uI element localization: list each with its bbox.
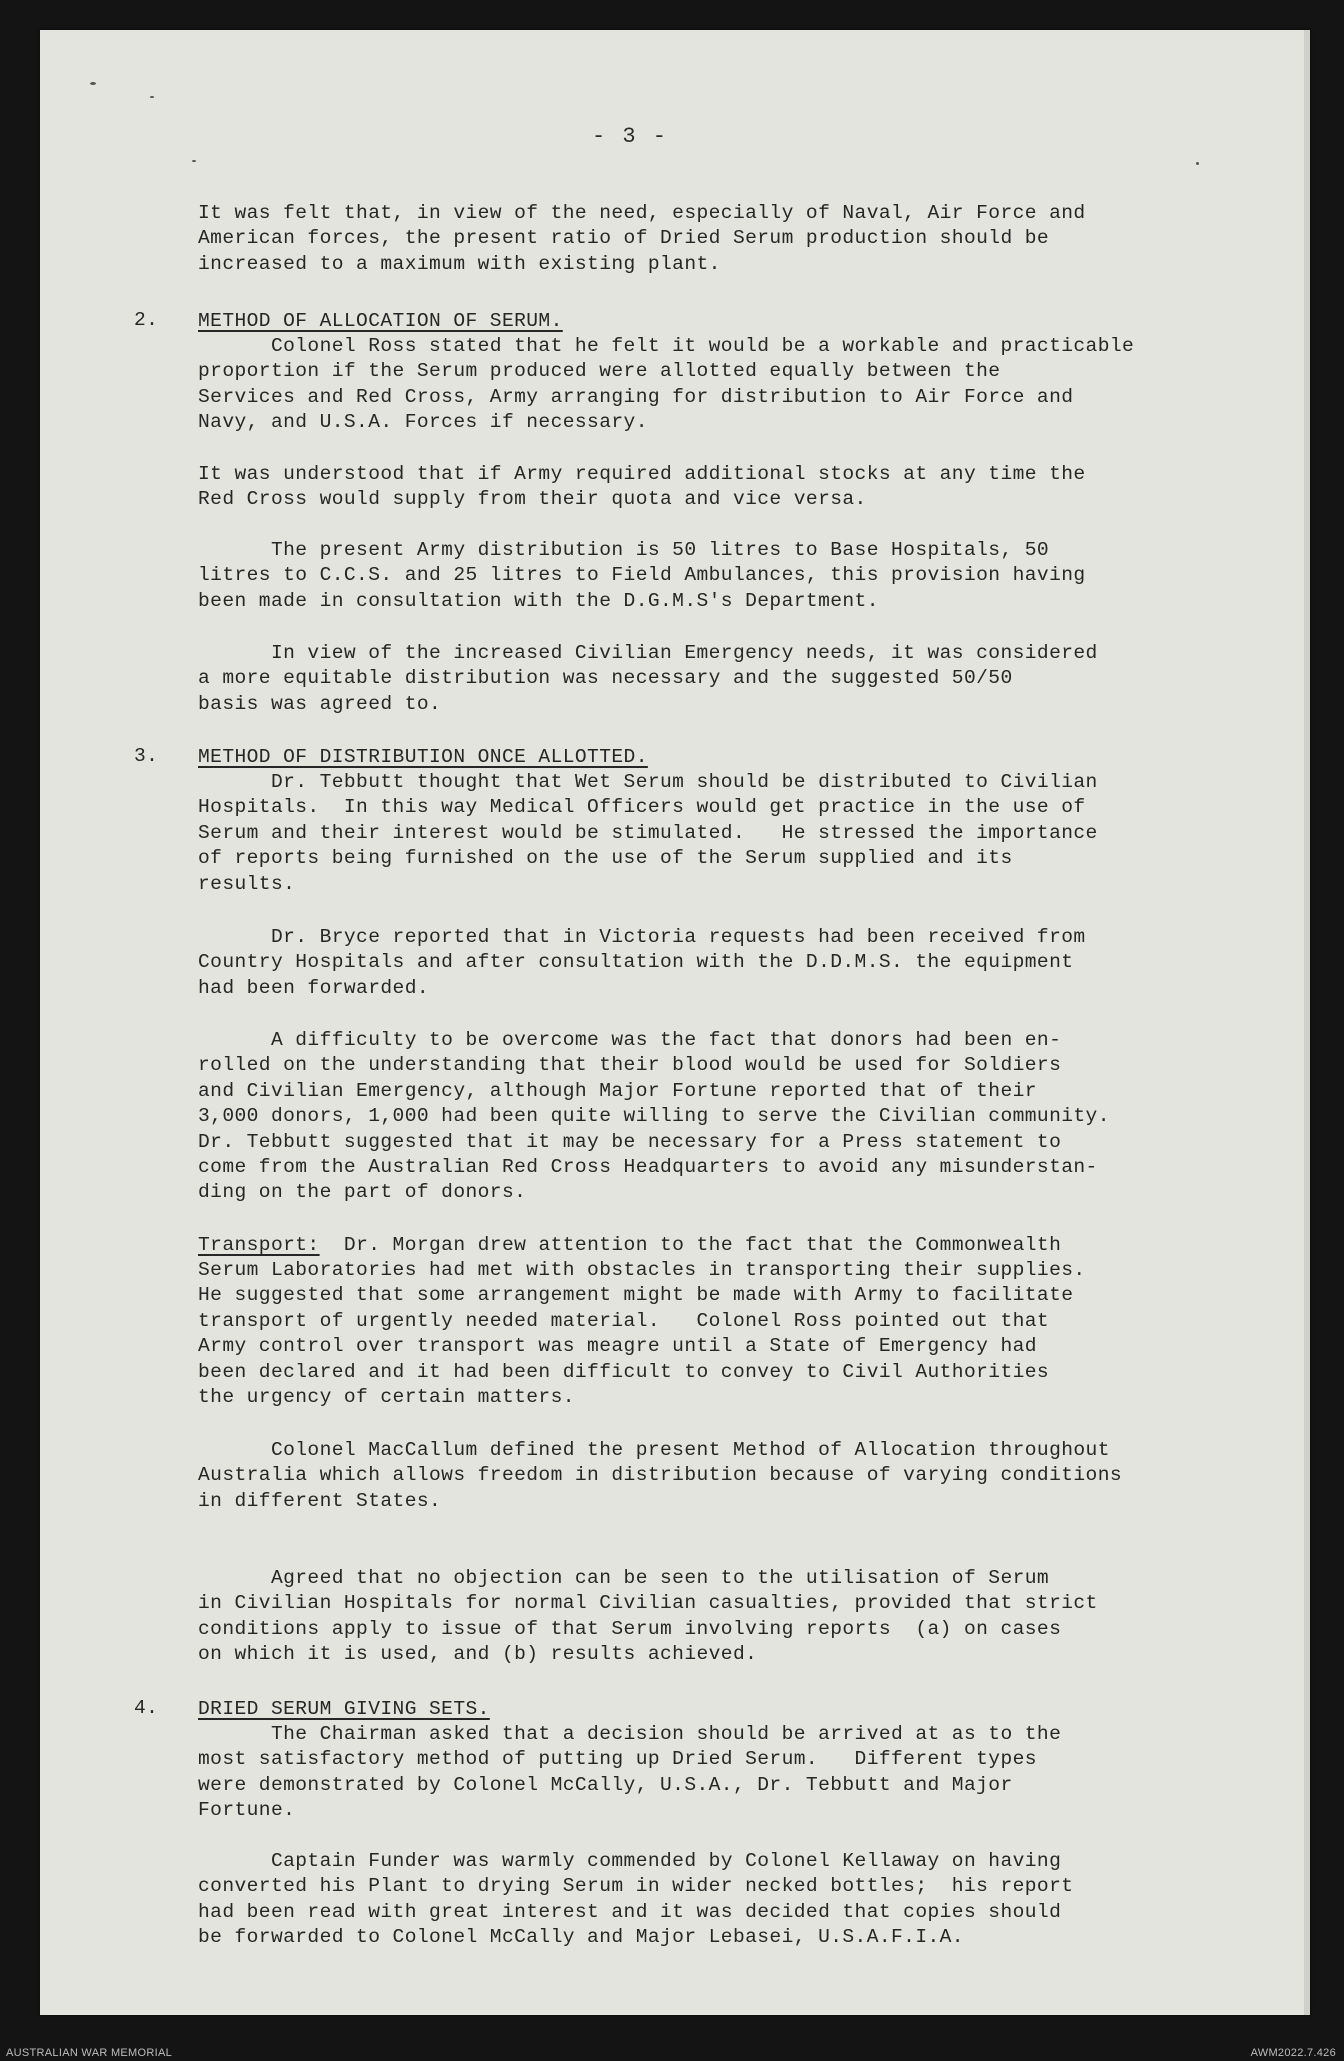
- section-3-paragraph-5: Colonel MacCallum defined the present Method of Allocation throughout Australia which allows freedom in distribution because of varying conditions in different States.: [198, 1439, 1123, 1512]
- section-2-heading: METHOD OF ALLOCATION OF SERUM.: [198, 310, 563, 332]
- transport-first-line-text: Dr. Morgan drew attention to the fact that the Commonwealth: [319, 1234, 1062, 1256]
- section-3-paragraph-2: Dr. Bryce reported that in Victoria requests had been received from Country Hospitals and after consultation with the D.D.M.S. the equipment had been forwarded.: [198, 926, 1086, 999]
- paper-speck: [1196, 162, 1199, 165]
- footer-accession-id: AWM2022.7.426: [1250, 2047, 1336, 2059]
- section-4-number: 4.: [134, 1697, 159, 1719]
- transport-paragraph-first-line: [198, 1233, 1238, 1258]
- section-3-number: 3.: [134, 745, 159, 767]
- section-4-paragraph-1: The Chairman asked that a decision should be arrived at as to the most satisfactory method of putting up Dried Serum. Different types were demonstrated by Colonel McCally, U.S.A., Dr. Tebbutt and Major Fortune.: [198, 1723, 1062, 1822]
- page-number: - 3 -: [592, 124, 669, 149]
- section-2-paragraph-2: It was understood that if Army required additional stocks at any time the Red Cross would supply from their quota and vice versa.: [198, 463, 1086, 511]
- section-2-paragraph-3: The present Army distribution is 50 litres to Base Hospitals, 50 litres to C.C.S. and 25 litres to Field Ambulances, this provision having been made in consultation with the D.G.M.S's Department.: [198, 539, 1086, 612]
- transport-label: Transport:: [198, 1234, 320, 1256]
- paper-speck: [150, 96, 154, 98]
- section-3-paragraph-1: Dr. Tebbutt thought that Wet Serum should be distributed to Civilian Hospitals. In this way Medical Officers would get practice in the use of Serum and their interest would be stimulated. He stressed the importance of reports being furnished on the use of the Serum supplied and its results.: [198, 771, 1098, 895]
- section-2-paragraph-4: In view of the increased Civilian Emergency needs, it was considered a more equitable distribution was necessary and the suggested 50/50 basis was agreed to.: [198, 642, 1098, 715]
- section-2-number: 2.: [134, 309, 159, 331]
- section-3-heading: METHOD OF DISTRIBUTION ONCE ALLOTTED.: [198, 746, 648, 768]
- transport-paragraph: Serum Laboratories had met with obstacles in transporting their supplies. He suggested that some arrangement might be made with Army to facilitate transport of urgently needed material. Colonel Ross pointed out that Army control over transport was meagre until a State of Emergency had been declared and it had been difficult to convey to Civil Authorities the urgency of certain matters.: [198, 1259, 1086, 1409]
- section-3-paragraph-6: Agreed that no objection can be seen to the utilisation of Serum in Civilian Hospitals for normal Civilian casualties, provided that strict conditions apply to issue of that Serum involving reports (a) on cases on which it is used, and (b) results achieved.: [198, 1567, 1098, 1666]
- section-4-heading: DRIED SERUM GIVING SETS.: [198, 1698, 490, 1720]
- paper-speck: [90, 82, 96, 85]
- section-2-paragraph-1: Colonel Ross stated that he felt it would be a workable and practicable proportion if the Serum produced were allotted equally between the Services and Red Cross, Army arranging for distribution to Air Force and Navy, and U.S.A. Forces if necessary.: [198, 335, 1135, 434]
- section-3-paragraph-3: A difficulty to be overcome was the fact that donors had been en- rolled on the understanding that their blood would be used for Soldiers and Civilian Emergency, although Major Fortune reported that of their 3,000 donors, 1,000 had been quite willing to serve the Civilian community. Dr. Tebbutt suggested that it may be necessary for a Press statement to come from the Australian Red Cross Headquarters to avoid any misunderstan- ding on the part of donors.: [198, 1029, 1110, 1204]
- paper-speck: [192, 160, 196, 162]
- section-4-paragraph-2: Captain Funder was warmly commended by Colonel Kellaway on having converted his Plant to drying Serum in wider necked bottles; his report had been read with great interest and it was decided that copies should be forwarded to Colonel McCally and Major Lebasei, U.S.A.F.I.A.: [198, 1850, 1074, 1949]
- intro-paragraph: It was felt that, in view of the need, especially of Naval, Air Force and American forces, the present ratio of Dried Serum production should be increased to a maximum with existing plant.: [198, 202, 1086, 275]
- footer-archive-name: AUSTRALIAN WAR MEMORIAL: [6, 2047, 173, 2059]
- page-edge: [1304, 30, 1310, 2015]
